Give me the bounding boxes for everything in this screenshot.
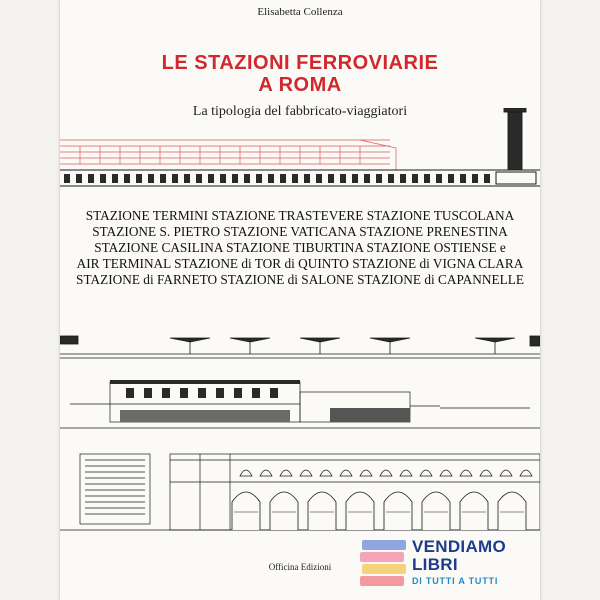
station-list [70,208,530,288]
book-title [60,52,540,96]
station-line-5: STAZIONE di FARNETO STAZIONE di SALONE STAZIONE di CAPANNELLE [76,272,524,287]
watermark-logo [358,536,528,592]
book-cover [60,0,540,600]
station-line-4: AIR TERMINAL STAZIONE di TOR di QUINTO STAZIONE di VIGNA CLARA [76,256,524,271]
station-facade-drawing [60,108,540,192]
station-line-1: STAZIONE TERMINI STAZIONE TRASTEVERE STAZIONE TUSCOLANA [85,208,515,223]
watermark-text [412,538,506,586]
station-line-2: STAZIONE S. PIETRO STAZIONE VATICANA STAZIONE PRENESTINA [92,224,508,239]
watermark-line-3: DI TUTTI A TUTTI [412,576,499,586]
author-name: Elisabetta Collenza [257,6,343,18]
station-building-elevation [60,372,540,434]
book-subtitle: La tipologia del fabbricato-viaggiatori [192,104,408,119]
arched-viaduct-elevation [60,446,540,536]
stacked-books-icon [358,536,408,592]
title-line-2: A ROMA [258,74,342,96]
title-line-1: LE STAZIONI FERROVIARIE [161,52,439,74]
watermark-line-2: LIBRI [412,555,458,574]
station-line-3: STAZIONE CASILINA STAZIONE TIBURTINA STAZIONE OSTIENSE e [94,240,506,255]
publisher-name: Officina Edizioni [268,562,332,572]
platform-canopy-drawing [60,330,540,366]
watermark-line-1: VENDIAMO [412,537,507,556]
